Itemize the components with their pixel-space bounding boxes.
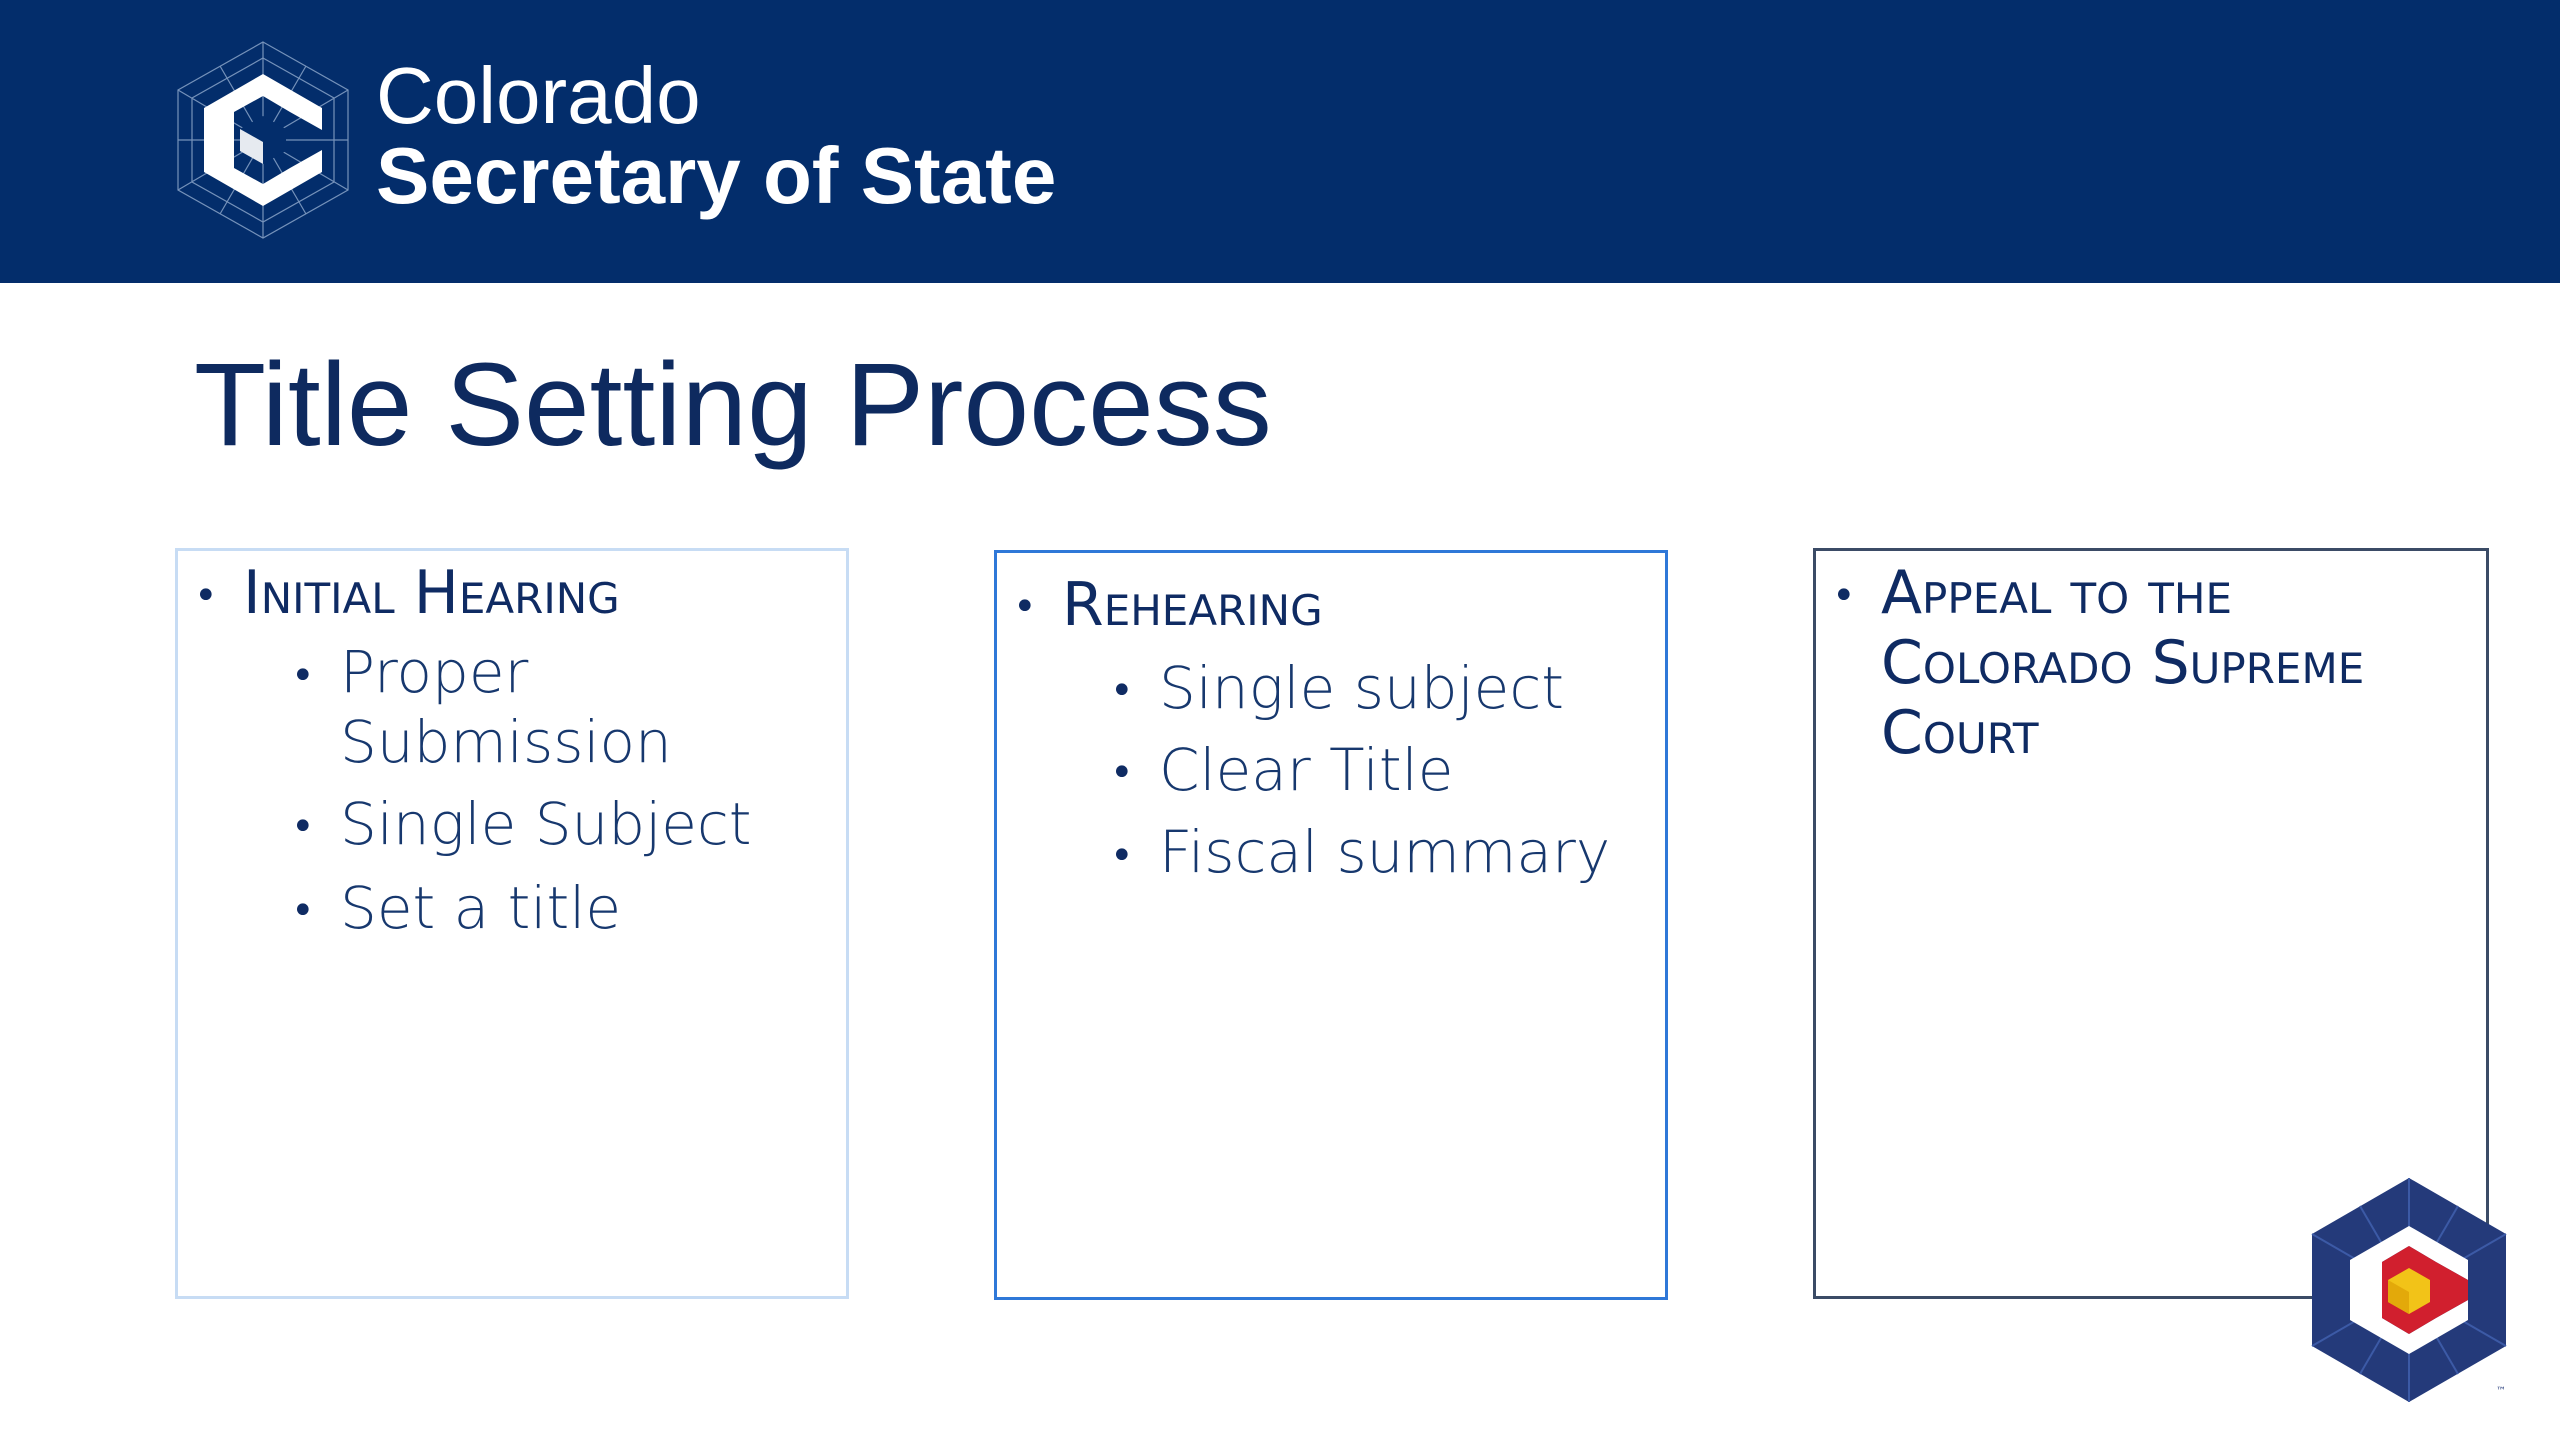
list-item: Proper — [340, 638, 529, 706]
list-item: Single subject — [1159, 654, 1564, 722]
bullet: • — [291, 653, 315, 699]
bullet: • — [194, 573, 218, 619]
list-item: Set a title — [340, 874, 622, 942]
box-heading-line1: Appeal to the — [1881, 558, 2232, 628]
brand-name-line1: Colorado — [376, 51, 701, 140]
bullet: • — [1832, 573, 1856, 619]
box-heading: Rehearing — [1062, 570, 1323, 640]
initial-hearing-box — [175, 548, 849, 1299]
colorado-c-cube-logo-icon — [172, 38, 354, 242]
rehearing-box — [994, 550, 1668, 1300]
box-heading-line2: Colorado Supreme — [1881, 628, 2365, 698]
slide-title: Title Setting Process — [194, 339, 1272, 471]
list-item: Clear Title — [1159, 736, 1454, 804]
bullet: • — [1013, 584, 1037, 630]
svg-text:™: ™ — [2496, 1386, 2506, 1397]
brand-name-line2: Secretary of State — [376, 131, 1057, 220]
bullet: • — [291, 804, 315, 850]
colorado-flag-cube-logo-icon — [2308, 1176, 2510, 1404]
box-heading: Initial Hearing — [243, 558, 620, 628]
bullet: • — [1110, 668, 1134, 714]
bullet: • — [1110, 833, 1134, 879]
bullet: • — [1110, 750, 1134, 796]
bullet: • — [291, 888, 315, 934]
box-heading-line3: Court — [1881, 698, 2039, 768]
header-banner — [0, 0, 2560, 283]
list-item: Submission — [340, 708, 672, 776]
list-item: Single Subject — [340, 790, 752, 858]
list-item: Fiscal summary — [1159, 818, 1611, 886]
